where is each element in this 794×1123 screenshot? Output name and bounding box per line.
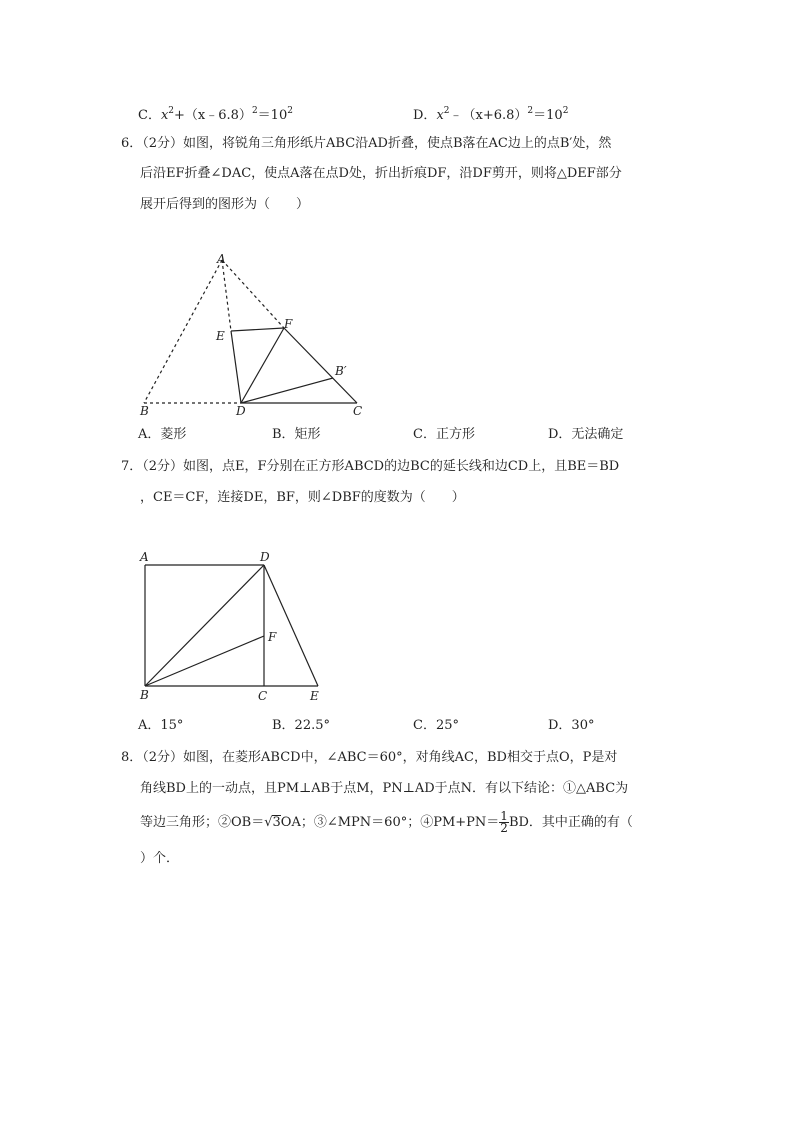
- q7-seg-BF: [145, 636, 264, 686]
- q6-label-B: B: [140, 404, 149, 418]
- q7-label-B: B: [140, 688, 149, 702]
- q7-label-E: E: [310, 689, 319, 703]
- q6-label-A: A: [217, 252, 226, 266]
- q7-label-C: C: [258, 689, 268, 703]
- q8-line-2: 角线BD上的一动点，且PM⊥AB于点M，PN⊥AD于点N．有以下结论：①△ABC为: [140, 781, 629, 796]
- q7-seg-DE: [264, 565, 318, 686]
- q6-seg-ED: [231, 331, 241, 403]
- q7-seg-BD: [145, 565, 264, 686]
- q6-label-F: F: [284, 317, 293, 331]
- q6-seg-EF: [231, 328, 284, 331]
- q6-option-d: D．无法确定: [548, 427, 624, 442]
- q6-line-2: 后沿EF折叠∠DAC，使点A落在点D处，折出折痕DF，沿DF剪开，则将△DEF部分: [140, 166, 622, 181]
- q6-option-b: B．矩形: [272, 427, 321, 442]
- q6-seg-AB: [144, 260, 222, 403]
- q6-line-1: 6．（2分）如图，将锐角三角形纸片ABC沿AD折叠，使点B落在AC边上的点B′处，然: [121, 136, 612, 151]
- q6-option-c: C．正方形: [413, 427, 475, 442]
- q5-option-c: C．$x^2+(x﹣6.8)^2=10^2$: [138, 106, 293, 123]
- q7-label-A: A: [140, 550, 149, 564]
- q7-line-1: 7．（2分）如图，点E，F分别在正方形ABCD的边BC的延长线和边CD上，且BE＝BD: [121, 459, 620, 474]
- q8-sqrt-value: 3: [272, 815, 281, 830]
- q7-label-F: F: [268, 630, 277, 644]
- q6-line-3: 展开后得到的图形为（ ）: [140, 197, 310, 212]
- q8-line-3: 等边三角形；②OB＝√3OA；③∠MPN＝60°；④PM+PN＝ $\frac{1}{2}$ BD．其中正确的有（: [140, 809, 633, 835]
- q6-seg-AF: [222, 260, 284, 328]
- q8-line-4: ）个．: [140, 851, 180, 866]
- q6-label-C: C: [353, 404, 363, 418]
- q7-figure: [130, 545, 340, 705]
- q6-seg-AE: [222, 260, 231, 331]
- q6-seg-DBp: [241, 378, 333, 403]
- q6-label-D: D: [236, 404, 246, 418]
- q7-label-D: D: [260, 550, 270, 564]
- q7-option-c: C．25°: [413, 718, 459, 733]
- q7-option-d: D．30°: [548, 718, 595, 733]
- q6-label-Bprime: B′: [335, 364, 347, 378]
- q6-figure: [120, 245, 380, 425]
- q7-option-a: A．15°: [138, 718, 184, 733]
- q6-label-E: E: [216, 329, 225, 343]
- q6-option-a: A．菱形: [138, 427, 187, 442]
- q7-option-b: B．22.5°: [272, 718, 330, 733]
- q6-seg-DF: [241, 328, 284, 403]
- q8-fraction: $\frac{1}{2}$: [500, 809, 508, 835]
- q7-line-2: ，CE＝CF，连接DE，BF，则∠DBF的度数为（ ）: [140, 490, 465, 505]
- q5-option-d: D．$x^2﹣(x+6.8)^2=10^2$: [413, 106, 569, 123]
- q8-line-1: 8．（2分）如图，在菱形ABCD中，∠ABC＝60°，对角线AC，BD相交于点O，P是对: [121, 750, 618, 765]
